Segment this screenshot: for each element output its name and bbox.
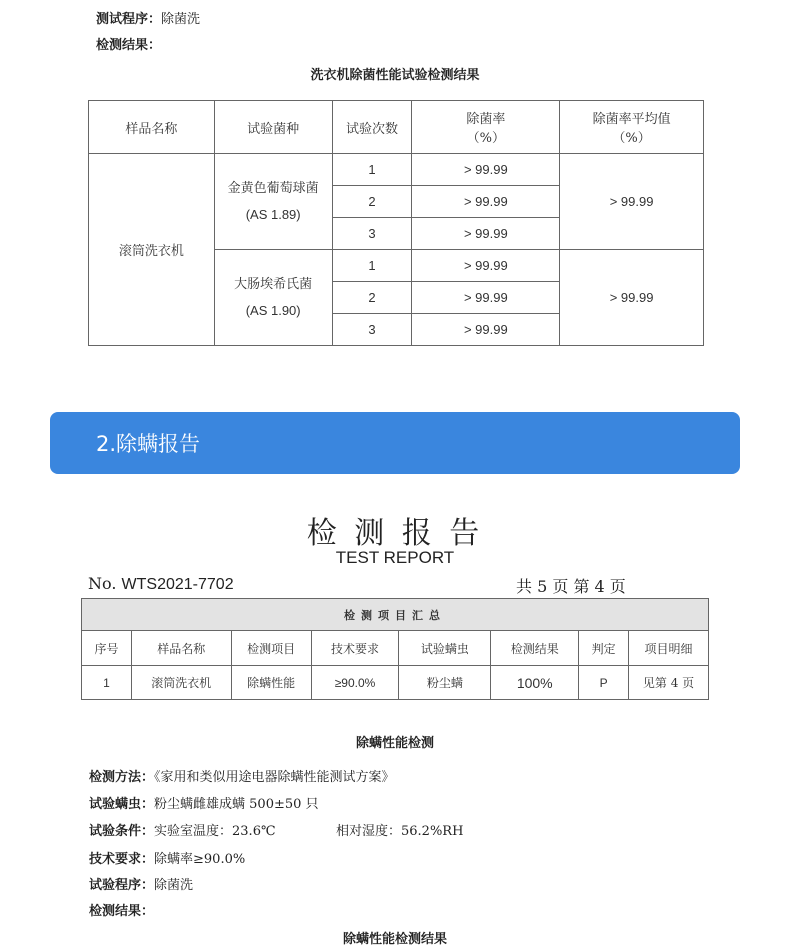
strain-cell: 大肠埃希氏菌 (AS 1.90) xyxy=(214,250,332,346)
sample-name-cell: 滚筒洗衣机 xyxy=(89,154,215,346)
mite-label: 试验螨虫： xyxy=(89,797,155,812)
trial-number: 3 xyxy=(332,218,412,250)
cell-index: 1 xyxy=(82,666,132,700)
col-sample-name: 样品名称 xyxy=(131,631,231,666)
cell-test-item: 除螨性能 xyxy=(231,666,311,700)
test-summary-table xyxy=(81,598,709,700)
strain-cell: 金黄色葡萄球菌 (AS 1.89) xyxy=(214,154,332,250)
conditions-line xyxy=(89,820,276,839)
requirement-value: 除螨率≥90.0% xyxy=(154,852,246,867)
antibacterial-results-table xyxy=(88,100,704,346)
summary-columns-row xyxy=(82,631,709,666)
antibacterial-table-title: 洗衣机除菌性能试验检测结果 xyxy=(310,68,480,83)
requirement-line xyxy=(89,848,245,867)
cell-test-mite: 粉尘螨 xyxy=(399,666,491,700)
program-line xyxy=(89,874,193,893)
banner-title: 2.除螨报告 xyxy=(96,432,201,456)
removal-rate: > 99.99 xyxy=(412,282,560,314)
conditions-humidity: 相对湿度：56.2%RH xyxy=(336,824,464,839)
method-line xyxy=(89,766,395,785)
summary-header: 检测项目汇总 xyxy=(82,599,709,631)
trial-number: 2 xyxy=(332,186,412,218)
method-label: 检测方法： xyxy=(89,770,155,785)
cell-details: 见第 4 页 xyxy=(629,666,709,700)
removal-rate: > 99.99 xyxy=(412,218,560,250)
trial-number: 2 xyxy=(332,282,412,314)
trial-number: 1 xyxy=(332,250,412,282)
mite-value: 粉尘螨雌雄成螨 500±50 只 xyxy=(154,797,319,812)
report-number-label: No. xyxy=(88,574,117,593)
mite-line xyxy=(89,793,319,812)
test-program-label: 测试程序： xyxy=(96,12,162,27)
col-index: 序号 xyxy=(82,631,132,666)
header-sample-name: 样品名称 xyxy=(89,101,215,154)
cell-sample-name: 滚筒洗衣机 xyxy=(131,666,231,700)
conditions-label: 试验条件： xyxy=(89,824,155,839)
mite-results-title: 除螨性能检测结果 xyxy=(342,932,447,947)
cell-verdict: P xyxy=(579,666,629,700)
test-result-label: 检测结果： xyxy=(96,38,162,53)
requirement-label: 技术要求： xyxy=(89,852,155,867)
method-value: 《家用和类似用途电器除螨性能测试方案》 xyxy=(154,770,395,785)
test-program-line xyxy=(96,8,200,27)
average-rate-cell: > 99.99 xyxy=(560,154,704,250)
average-rate-cell: > 99.99 xyxy=(560,250,704,346)
report-title-cn: 检 测 报 告 xyxy=(306,516,484,551)
result-label: 检测结果： xyxy=(89,904,155,919)
conditions-temperature: 实验室温度：23.6℃ xyxy=(154,824,276,839)
test-result-line xyxy=(96,34,161,53)
table-header-row xyxy=(89,101,704,154)
col-result: 检测结果 xyxy=(491,631,579,666)
trial-number: 1 xyxy=(332,154,412,186)
result-line xyxy=(89,900,154,919)
removal-rate: > 99.99 xyxy=(412,250,560,282)
program-label: 试验程序： xyxy=(89,878,155,893)
removal-rate: > 99.99 xyxy=(412,314,560,346)
removal-rate: > 99.99 xyxy=(412,186,560,218)
col-verdict: 判定 xyxy=(579,631,629,666)
page-indicator: 共 5 页 第 4 页 xyxy=(516,577,626,596)
trial-number: 3 xyxy=(332,314,412,346)
col-details: 项目明细 xyxy=(629,631,709,666)
cell-requirement: ≥90.0% xyxy=(311,666,399,700)
table-row xyxy=(82,666,709,700)
header-trial-count: 试验次数 xyxy=(332,101,412,154)
col-requirement: 技术要求 xyxy=(311,631,399,666)
report-number xyxy=(88,574,234,594)
report-title-en: TEST REPORT xyxy=(335,548,455,567)
program-value: 除菌洗 xyxy=(154,878,194,893)
mite-section-title: 除螨性能检测 xyxy=(355,736,434,751)
header-strain: 试验菌种 xyxy=(214,101,332,154)
col-test-mite: 试验螨虫 xyxy=(399,631,491,666)
report-number-value: WTS2021-7702 xyxy=(121,576,234,593)
col-test-item: 检测项目 xyxy=(231,631,311,666)
header-average-rate: 除菌率平均值 （%） xyxy=(560,101,704,154)
section-banner xyxy=(50,412,740,474)
removal-rate: > 99.99 xyxy=(412,154,560,186)
table-row xyxy=(89,154,704,186)
test-program-value: 除菌洗 xyxy=(161,12,201,27)
cell-result: 100% xyxy=(491,666,579,700)
header-removal-rate: 除菌率 （%） xyxy=(412,101,560,154)
